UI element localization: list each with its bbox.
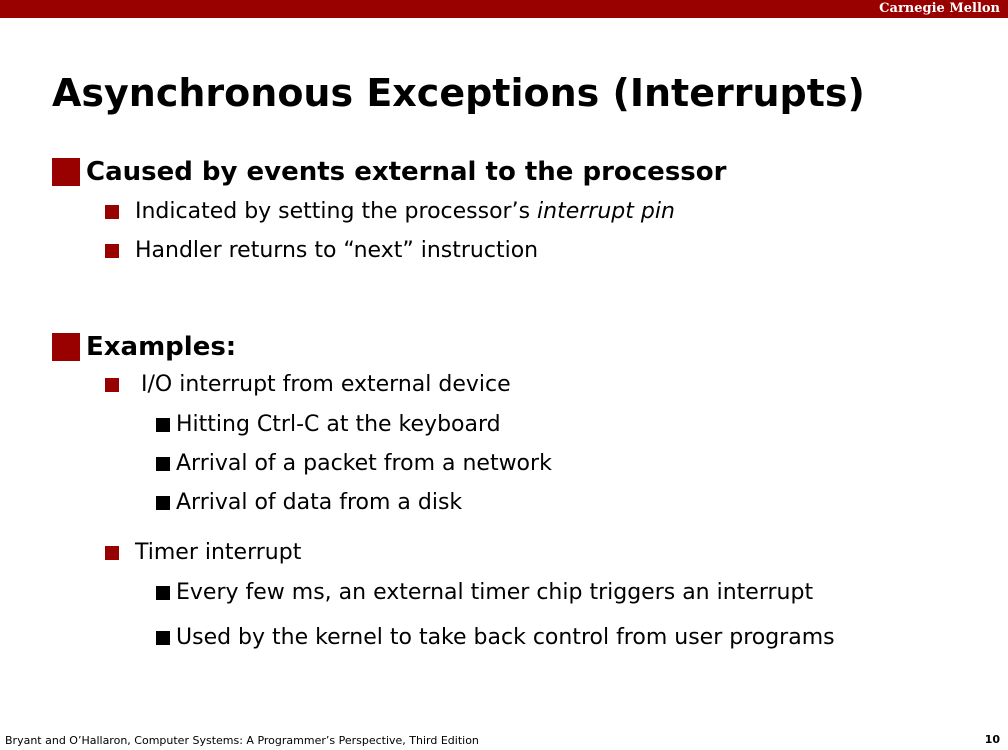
header-bar <box>0 0 1008 18</box>
bullet-square-icon <box>105 205 119 219</box>
bullet-square-icon <box>156 418 170 432</box>
subsubbullet-disk <box>156 490 462 515</box>
bullet-square-icon <box>105 546 119 560</box>
bullet-square-icon <box>156 457 170 471</box>
bullet-square-icon <box>52 333 80 361</box>
bullet-square-icon <box>105 378 119 392</box>
subbullet-io-interrupt <box>105 372 511 397</box>
bullet-text: Caused by events external to the processor <box>86 157 727 187</box>
slide-title: Asynchronous Exceptions (Interrupts) <box>52 71 865 115</box>
institution-name: Carnegie Mellon <box>879 1 1000 16</box>
subbullet-text: I/O interrupt from external device <box>141 372 511 397</box>
subsubbullet-text: Arrival of data from a disk <box>176 490 463 515</box>
subbullet-text: Timer interrupt <box>135 540 302 565</box>
subbullet-text: Handler returns to “next” instruction <box>135 238 539 263</box>
subsubbullet-kernel-control <box>156 625 835 650</box>
subbullet-text: Indicated by setting the processor’s interrupt pin <box>135 199 675 224</box>
page-number: 10 <box>984 733 1000 746</box>
subbullet-timer-interrupt <box>105 540 301 565</box>
bullet-text: Examples: <box>86 332 237 362</box>
bullet-examples <box>52 332 236 362</box>
subsubbullet-text: Every few ms, an external timer chip triggers an interrupt <box>176 580 814 605</box>
subbullet-interrupt-pin <box>105 199 675 224</box>
bullet-square-icon <box>105 244 119 258</box>
bullet-caused-by-events <box>52 157 726 187</box>
subsubbullet-text: Hitting Ctrl-C at the keyboard <box>176 412 501 437</box>
subsubbullet-timer-chip <box>156 580 813 605</box>
subsubbullet-ctrl-c <box>156 412 501 437</box>
subsubbullet-text: Used by the kernel to take back control from user programs <box>176 625 835 650</box>
bullet-square-icon <box>156 496 170 510</box>
bullet-square-icon <box>156 586 170 600</box>
subsubbullet-text: Arrival of a packet from a network <box>176 451 552 476</box>
footer-citation: Bryant and O’Hallaron, Computer Systems: A Programmer’s Perspective, Third Edition <box>5 734 479 747</box>
bullet-square-icon <box>156 631 170 645</box>
subbullet-handler-returns <box>105 238 538 263</box>
italic-term: interrupt pin <box>537 199 675 224</box>
subsubbullet-packet <box>156 451 552 476</box>
bullet-square-icon <box>52 158 80 186</box>
